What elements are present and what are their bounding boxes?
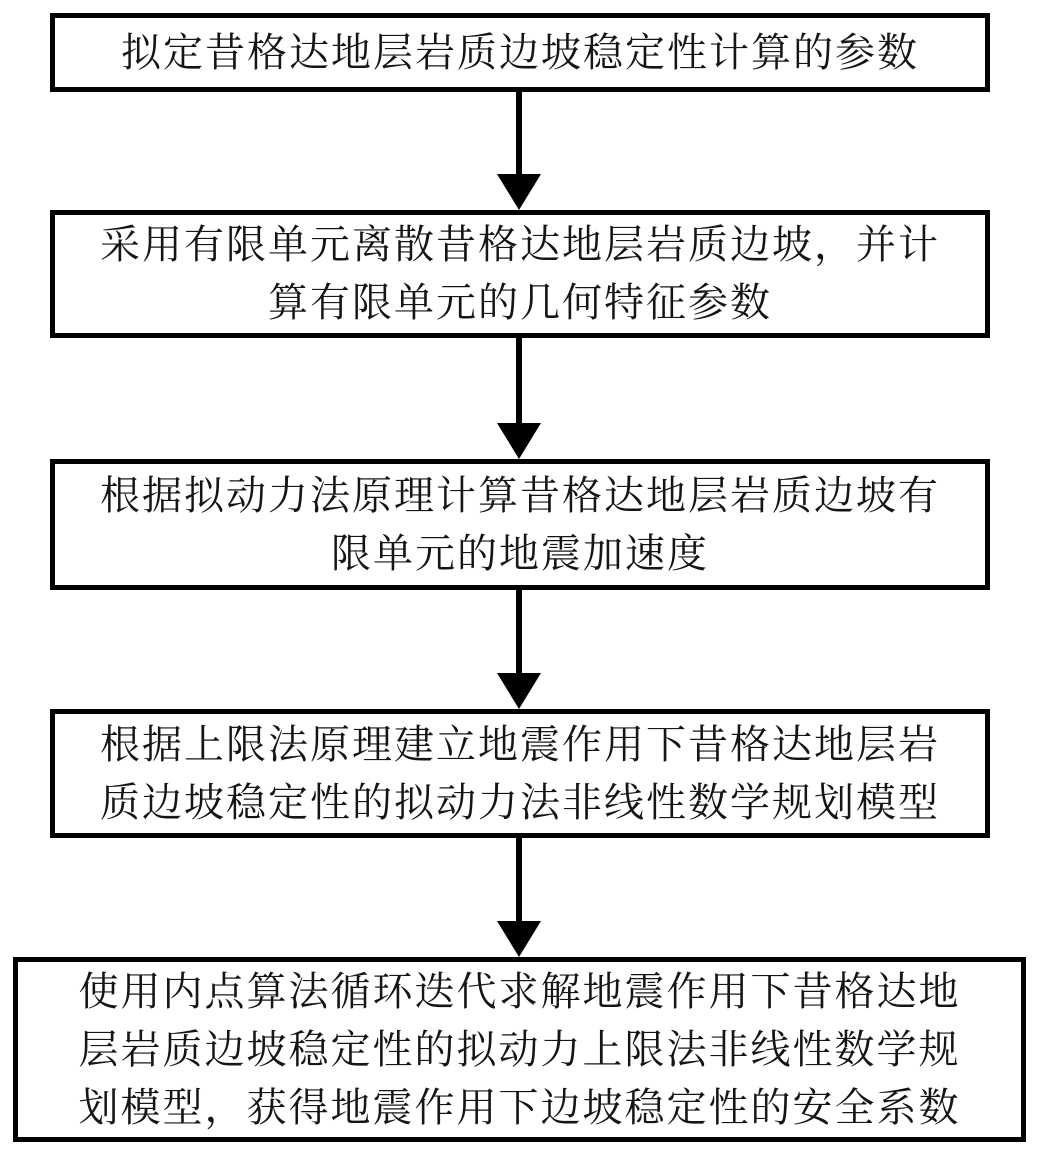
arrow-stem [516,338,522,431]
flow-step-5 [13,957,1026,1142]
flow-arrow-1 [497,92,541,210]
arrowhead-down-icon [497,673,541,709]
flow-arrow-3 [497,590,541,709]
flow-arrow-2 [497,338,541,459]
flow-step-4 [50,709,990,838]
arrowhead-down-icon [497,921,541,957]
flow-step-5-text-line-3: 划模型，获得地震作用下边坡稳定性的安全系数 [78,1084,961,1131]
flow-step-3-text-line-1: 根据拟动力法原理计算昔格达地层岩质边坡有 [100,472,940,519]
flow-step-3-text-line-2: 限单元的地震加速度 [331,530,709,577]
flow-arrow-4 [497,838,541,957]
flow-step-2-text-line-1: 采用有限单元离散昔格达地层岩质边坡，并计 [100,222,940,268]
flow-step-4-text-line-2: 质边坡稳定性的拟动力法非线性数学规划模型 [100,779,940,826]
flow-step-2-text-line-2: 算有限单元的几何特征参数 [268,280,772,326]
flow-step-2 [50,210,990,338]
flow-step-5-text-line-2: 层岩质边坡稳定性的拟动力上限法非线性数学规 [78,1026,961,1073]
arrow-stem [516,590,522,681]
flow-step-4-text-line-1: 根据上限法原理建立地震作用下昔格达地层岩 [100,721,940,768]
flow-step-1-text: 拟定昔格达地层岩质边坡稳定性计算的参数 [121,29,919,76]
arrow-stem [516,838,522,929]
arrow-stem [516,92,522,182]
flow-step-3 [50,459,990,590]
flow-step-5-text-line-1: 使用内点算法循环迭代求解地震作用下昔格达地 [78,968,961,1015]
arrowhead-down-icon [497,423,541,459]
flow-step-1 [50,13,990,92]
arrowhead-down-icon [497,174,541,210]
